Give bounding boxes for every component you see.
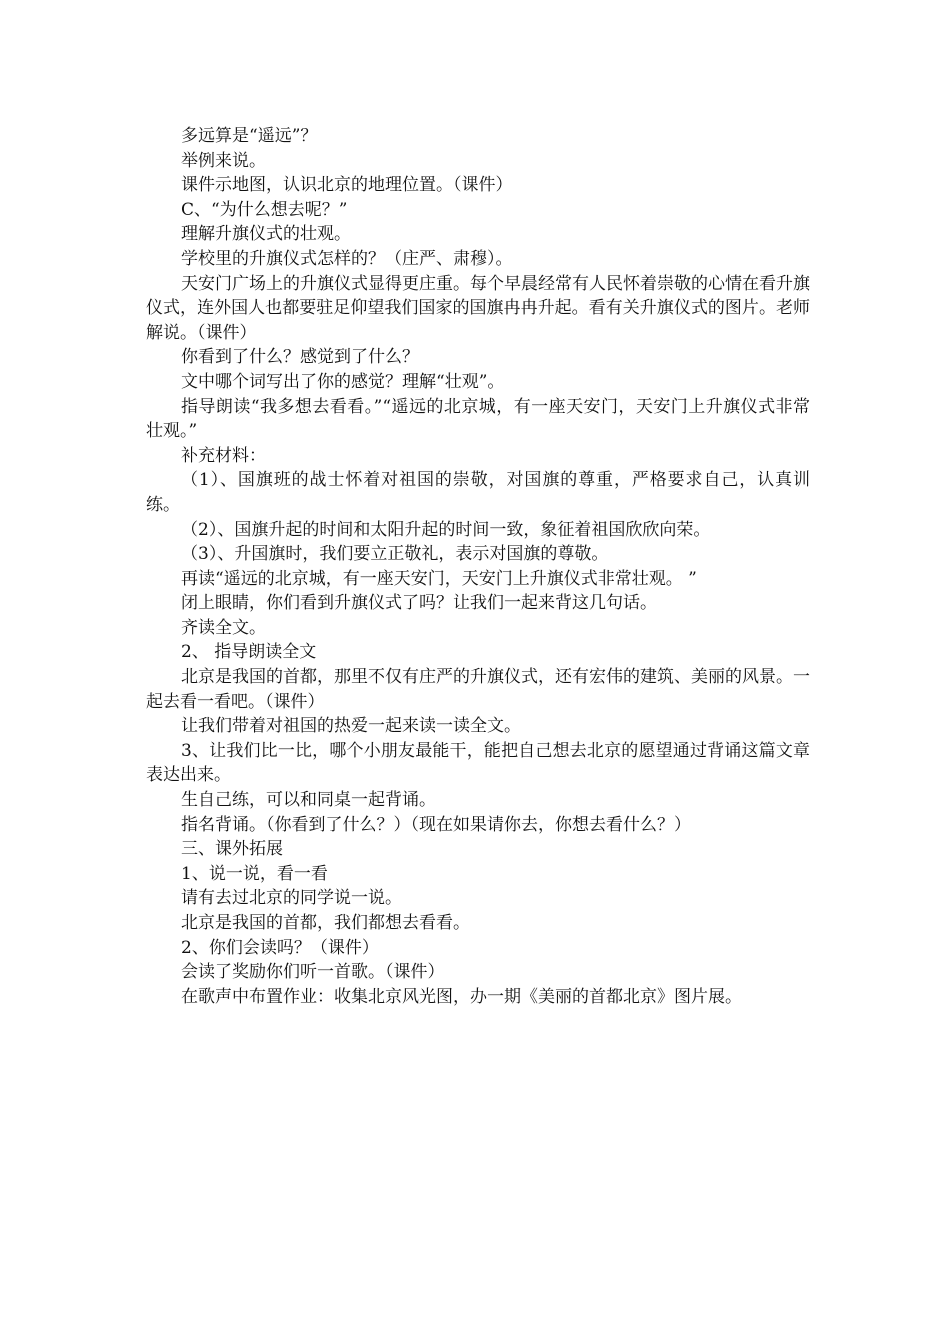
paragraph-27: 北京是我国的首都，我们都想去看看。 [181, 913, 470, 933]
paragraph-26: 请有去过北京的同学说一说。 [181, 888, 402, 909]
paragraph-6: 学校里的升旗仪式怎样的？（庄严、肃穆）。 [181, 248, 513, 269]
paragraph-21: 3、让我们比一比，哪个小朋友最能干，能把自己想去北京的愿望通过背诵这篇文章表达出来。 [146, 740, 810, 786]
paragraph-18: 2、 指导朗读全文 [181, 642, 317, 663]
paragraph-14: （3）、升国旗时，我们要立正敬礼，表示对国旗的尊敬。 [181, 544, 609, 565]
paragraph-24: 三、课外拓展 [181, 839, 283, 860]
paragraph-4: C、“为什么想去呢？” [181, 199, 348, 220]
paragraph-28: 2、你们会读吗？（课件） [181, 937, 379, 958]
paragraph-25: 1、说一说，看一看 [181, 863, 328, 884]
paragraph-2: 举例来说。 [181, 150, 266, 171]
paragraph-16: 闭上眼睛，你们看到升旗仪式了吗？让我们一起来背这几句话。 [181, 593, 657, 614]
paragraph-19: 北京是我国的首都，那里不仅有庄严的升旗仪式，还有宏伟的建筑、美丽的风景。一起去看一看吧。（课件） [146, 667, 810, 712]
paragraph-20: 让我们带着对祖国的热爱一起来读一读全文。 [181, 716, 521, 737]
paragraph-8: 你看到了什么？感觉到了什么？ [181, 347, 419, 368]
paragraph-23: 指名背诵。（你看到了什么？）（现在如果请你去，你想去看什么？） [181, 814, 691, 835]
paragraph-11: 补充材料： [181, 445, 266, 466]
paragraph-29: 会读了奖励你们听一首歌。（课件） [181, 962, 445, 983]
paragraph-5: 理解升旗仪式的壮观。 [181, 224, 351, 245]
paragraph-9: 文中哪个词写出了你的感觉？理解“壮观”。 [181, 371, 505, 392]
document-body [146, 124, 810, 1009]
paragraph-22: 生自己练，可以和同桌一起背诵。 [181, 790, 436, 811]
paragraph-30: 在歌声中布置作业：收集北京风光图，办一期《美丽的首都北京》图片展。 [181, 986, 742, 1007]
paragraph-3: 课件示地图，认识北京的地理位置。（课件） [181, 175, 513, 196]
paragraph-15: 再读“遥远的北京城，有一座天安门，天安门上升旗仪式非常壮观。 ” [181, 568, 697, 589]
paragraph-7: 天安门广场上的升旗仪式显得更庄重。每个早晨经常有人民怀着崇敬的心情在看升旗仪式，连外国人也都要驻足仰望我们国家的国旗冉冉升起。看有关升旗仪式的图片。老师解说。（课件） [146, 273, 810, 343]
paragraph-13: （2）、国旗升起的时间和太阳升起的时间一致，象征着祖国欣欣向荣。 [181, 519, 711, 540]
paragraph-12: （1）、国旗班的战士怀着对祖国的崇敬，对国旗的尊重，严格要求自己，认真训练。 [146, 470, 810, 515]
paragraph-10: 指导朗读“我多想去看看。”“遥远的北京城，有一座天安门，天安门上升旗仪式非常壮观。” [146, 396, 810, 442]
paragraph-1: 多远算是“遥远”？ [181, 126, 318, 146]
paragraph-17: 齐读全文。 [181, 617, 266, 638]
